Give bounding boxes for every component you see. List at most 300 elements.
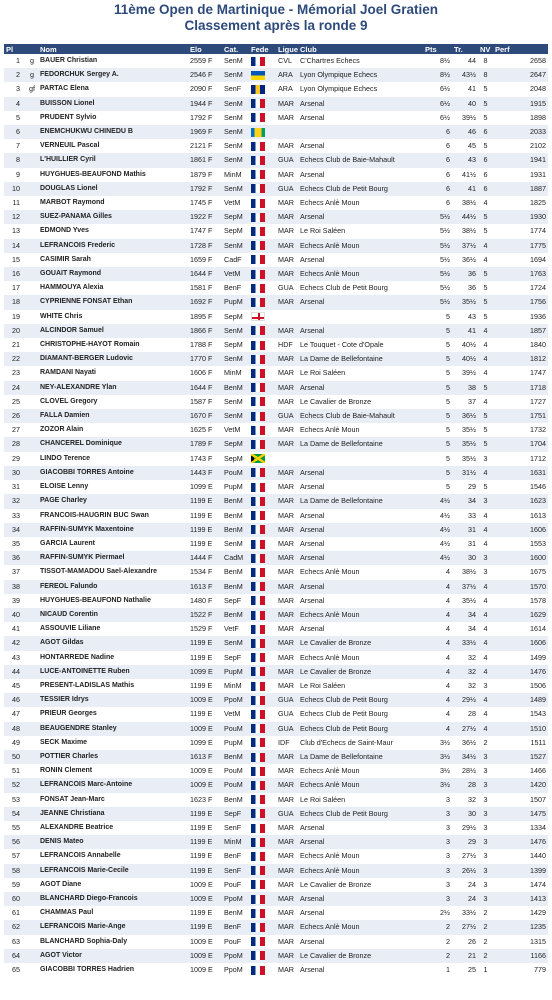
tiebreak-cell: 28½ (452, 764, 478, 778)
header-col-elo[interactable]: Elo (188, 44, 222, 54)
table-row[interactable] (4, 324, 548, 338)
flag-icon (251, 838, 265, 847)
wins-cell: 3 (478, 452, 493, 466)
league-cell: MAR (276, 494, 298, 508)
table-row[interactable] (4, 267, 548, 281)
table-row[interactable] (4, 366, 548, 380)
wins-cell: 3 (478, 764, 493, 778)
wins-cell: 5 (478, 423, 493, 437)
rank-cell: 28 (4, 437, 26, 451)
flag-icon (251, 753, 265, 762)
table-row[interactable] (4, 622, 548, 636)
performance-cell: 1614 (493, 622, 548, 636)
table-row[interactable] (4, 722, 548, 736)
title-cell (26, 551, 38, 565)
federation-cell (249, 651, 276, 665)
elo-cell: 1670 F (188, 409, 222, 423)
flag-icon (251, 895, 265, 904)
table-row[interactable] (4, 466, 548, 480)
club-cell: Echecs Anlè Moun (298, 778, 423, 792)
federation-cell (249, 281, 276, 295)
rank-cell: 25 (4, 395, 26, 409)
title-cell (26, 580, 38, 594)
table-row[interactable] (4, 707, 548, 721)
club-cell: Arsenal (298, 324, 423, 338)
table-row[interactable] (4, 864, 548, 878)
tiebreak-cell: 28 (452, 778, 478, 792)
table-row[interactable] (4, 423, 548, 437)
league-cell: MAR (276, 437, 298, 451)
league-cell: ARA (276, 68, 298, 82)
performance-cell: 1775 (493, 239, 548, 253)
federation-cell (249, 736, 276, 750)
elo-cell: 1199 E (188, 849, 222, 863)
tiebreak-cell: 26 (452, 935, 478, 949)
header-col-name[interactable]: Nom (38, 44, 188, 54)
player-name: PRUDENT Sylvio (38, 111, 188, 125)
category-cell: SepM (222, 210, 249, 224)
category-cell: PouM (222, 722, 249, 736)
league-cell: MAR (276, 267, 298, 281)
player-name: RAFFIN-SUMYK Maxentoine (38, 523, 188, 537)
wins-cell: 5 (478, 281, 493, 295)
header-col-pl[interactable]: Pl (4, 44, 26, 54)
flag-icon (251, 966, 265, 975)
table-row[interactable] (4, 892, 548, 906)
category-cell: SepM (222, 452, 249, 466)
club-cell: Echecs Anlè Moun (298, 267, 423, 281)
table-row[interactable] (4, 693, 548, 707)
table-row[interactable] (4, 68, 548, 82)
club-cell: Echecs Anlè Moun (298, 920, 423, 934)
table-row[interactable] (4, 437, 548, 451)
title-cell (26, 693, 38, 707)
title-cell (26, 807, 38, 821)
header-col-ligue[interactable]: Ligue (278, 44, 298, 54)
table-row[interactable] (4, 54, 548, 68)
rank-cell: 13 (4, 224, 26, 238)
player-name: HAMMOUYA Alexia (38, 281, 188, 295)
tiebreak-cell: 35½ (452, 452, 478, 466)
flag-icon (251, 781, 265, 790)
table-row[interactable] (4, 395, 548, 409)
club-cell: Echecs Club de Baie-Mahault (298, 153, 423, 167)
club-cell: Echecs Club de Petit Bourg (298, 693, 423, 707)
table-row[interactable] (4, 125, 548, 139)
tiebreak-cell: 38½ (452, 196, 478, 210)
federation-cell (249, 864, 276, 878)
wins-cell: 3 (478, 892, 493, 906)
rank-cell: 6 (4, 125, 26, 139)
rank-cell: 8 (4, 153, 26, 167)
wins-cell: 4 (478, 352, 493, 366)
club-cell (298, 310, 423, 324)
points-cell: 4 (423, 608, 452, 622)
table-row[interactable] (4, 480, 548, 494)
table-row[interactable] (4, 580, 548, 594)
league-cell: CVL (276, 54, 298, 68)
wins-cell: 3 (478, 849, 493, 863)
federation-cell (249, 935, 276, 949)
flag-icon (251, 625, 265, 634)
wins-cell: 5 (478, 480, 493, 494)
tiebreak-cell: 29 (452, 835, 478, 849)
table-row[interactable] (4, 551, 548, 565)
title-cell (26, 295, 38, 309)
league-cell: ARA (276, 82, 298, 96)
table-row[interactable] (4, 409, 548, 423)
federation-cell (249, 693, 276, 707)
wins-cell: 4 (478, 580, 493, 594)
performance-cell: 1543 (493, 707, 548, 721)
points-cell: 2½ (423, 906, 452, 920)
league-cell: MAR (276, 168, 298, 182)
rank-cell: 39 (4, 594, 26, 608)
category-cell: BenM (222, 906, 249, 920)
tiebreak-cell: 33½ (452, 636, 478, 650)
tiebreak-cell: 41½ (452, 168, 478, 182)
federation-cell (249, 338, 276, 352)
table-row[interactable] (4, 224, 548, 238)
points-cell: 5 (423, 437, 452, 451)
club-cell: Le Cavalier de Bronze (298, 395, 423, 409)
elo-cell: 1009 E (188, 764, 222, 778)
header-col-nv[interactable]: NV (478, 44, 493, 54)
performance-cell: 1727 (493, 395, 548, 409)
table-row[interactable] (4, 253, 548, 267)
performance-cell: 1712 (493, 452, 548, 466)
player-name: LEFRANCOIS Annabelle (38, 849, 188, 863)
rank-cell: 15 (4, 253, 26, 267)
category-cell: PouM (222, 778, 249, 792)
wins-cell: 6 (478, 182, 493, 196)
title-cell (26, 210, 38, 224)
title-cell (26, 153, 38, 167)
performance-cell: 2048 (493, 82, 548, 96)
tiebreak-cell: 25 (452, 963, 478, 977)
federation-cell (249, 267, 276, 281)
club-cell: Echecs Club de Petit Bourg (298, 722, 423, 736)
elo-cell: 1969 F (188, 125, 222, 139)
table-row[interactable] (4, 168, 548, 182)
club-cell: Arsenal (298, 580, 423, 594)
category-cell: SenF (222, 82, 249, 96)
federation-cell (249, 182, 276, 196)
rank-cell: 64 (4, 949, 26, 963)
table-row[interactable] (4, 310, 548, 324)
elo-cell: 1199 E (188, 864, 222, 878)
league-cell: MAR (276, 253, 298, 267)
table-row[interactable] (4, 239, 548, 253)
player-name: HONTARREDE Nadine (38, 651, 188, 665)
federation-cell (249, 963, 276, 977)
club-cell: Echecs Anlè Moun (298, 864, 423, 878)
title-cell (26, 778, 38, 792)
category-cell: PouF (222, 935, 249, 949)
player-name: BLANCHARD Sophia-Daly (38, 935, 188, 949)
wins-cell: 5 (478, 139, 493, 153)
performance-cell: 1570 (493, 580, 548, 594)
table-row[interactable] (4, 153, 548, 167)
rank-cell: 59 (4, 878, 26, 892)
rank-cell: 65 (4, 963, 26, 977)
wins-cell: 2 (478, 920, 493, 934)
table-row[interactable] (4, 196, 548, 210)
header-col-club[interactable]: Club (298, 44, 423, 54)
table-row[interactable] (4, 281, 548, 295)
federation-cell (249, 509, 276, 523)
table-row[interactable] (4, 963, 548, 977)
table-row[interactable] (4, 935, 548, 949)
tiebreak-cell: 37½ (452, 580, 478, 594)
table-row[interactable] (4, 750, 548, 764)
league-cell: GUA (276, 281, 298, 295)
flag-icon (251, 326, 265, 335)
player-name: HUYGHUES-BEAUFOND Nathalie (38, 594, 188, 608)
header-col-fede[interactable]: Fede (249, 44, 276, 54)
wins-cell: 2 (478, 949, 493, 963)
flag-icon (251, 369, 265, 378)
table-row[interactable] (4, 565, 548, 579)
points-cell: 3½ (423, 736, 452, 750)
table-row[interactable] (4, 352, 548, 366)
rank-cell: 60 (4, 892, 26, 906)
flag-icon (251, 397, 265, 406)
table-row[interactable] (4, 182, 548, 196)
title-cell (26, 665, 38, 679)
points-cell: 4 (423, 693, 452, 707)
league-cell: MAR (276, 196, 298, 210)
category-cell: PupM (222, 736, 249, 750)
table-row[interactable] (4, 594, 548, 608)
tiebreak-cell: 32 (452, 679, 478, 693)
table-row[interactable] (4, 537, 548, 551)
flag-icon (251, 454, 265, 463)
flag-icon (251, 611, 265, 620)
league-cell: MAR (276, 835, 298, 849)
table-body (4, 54, 548, 977)
flag-icon (251, 653, 265, 662)
category-cell: PouF (222, 878, 249, 892)
rank-cell: 54 (4, 807, 26, 821)
points-cell: 5½ (423, 267, 452, 281)
club-cell: Arsenal (298, 253, 423, 267)
player-name: POTTIER Charles (38, 750, 188, 764)
title-cell (26, 352, 38, 366)
table-row[interactable] (4, 139, 548, 153)
player-name: BAUER Christian (38, 54, 188, 68)
performance-cell: 1476 (493, 835, 548, 849)
flag-icon (251, 298, 265, 307)
category-cell: SenM (222, 111, 249, 125)
flag-icon (251, 767, 265, 776)
elo-cell: 1443 F (188, 466, 222, 480)
title-cell (26, 722, 38, 736)
table-row[interactable] (4, 452, 548, 466)
table-row[interactable] (4, 97, 548, 111)
league-cell: MAR (276, 565, 298, 579)
tiebreak-cell: 37½ (452, 239, 478, 253)
player-name: LINDO Terence (38, 452, 188, 466)
table-row[interactable] (4, 608, 548, 622)
table-row[interactable] (4, 523, 548, 537)
table-row[interactable] (4, 849, 548, 863)
flag-icon (251, 142, 265, 151)
table-row[interactable] (4, 494, 548, 508)
category-cell: PpoM (222, 949, 249, 963)
points-cell: 5 (423, 324, 452, 338)
points-cell: 4 (423, 622, 452, 636)
tiebreak-cell: 29½ (452, 693, 478, 707)
table-row[interactable] (4, 906, 548, 920)
player-name: LEFRANCOIS Frederic (38, 239, 188, 253)
player-name: CASIMIR Sarah (38, 253, 188, 267)
table-row[interactable] (4, 210, 548, 224)
points-cell: 5 (423, 338, 452, 352)
table-row[interactable] (4, 111, 548, 125)
table-row[interactable] (4, 509, 548, 523)
header-col-cat[interactable]: Cat. (222, 44, 249, 54)
elo-cell: 1199 E (188, 494, 222, 508)
club-cell: Arsenal (298, 551, 423, 565)
points-cell: 2 (423, 949, 452, 963)
points-cell: 5 (423, 409, 452, 423)
federation-cell (249, 437, 276, 451)
page-header (0, 0, 552, 44)
federation-cell (249, 523, 276, 537)
table-row[interactable] (4, 835, 548, 849)
tiebreak-cell: 35½ (452, 437, 478, 451)
category-cell: VetM (222, 267, 249, 281)
points-cell: 5 (423, 310, 452, 324)
rank-cell: 5 (4, 111, 26, 125)
table-row[interactable] (4, 651, 548, 665)
table-row[interactable] (4, 665, 548, 679)
league-cell: MAR (276, 849, 298, 863)
points-cell: 1 (423, 963, 452, 977)
tiebreak-cell: 27½ (452, 920, 478, 934)
club-cell: Arsenal (298, 622, 423, 636)
performance-cell: 779 (493, 963, 548, 977)
category-cell: SenM (222, 352, 249, 366)
league-cell: MAR (276, 622, 298, 636)
league-cell: MAR (276, 935, 298, 949)
league-cell: MAR (276, 764, 298, 778)
club-cell: Arsenal (298, 168, 423, 182)
table-row[interactable] (4, 381, 548, 395)
tiebreak-cell: 27½ (452, 722, 478, 736)
performance-cell: 1413 (493, 892, 548, 906)
flag-icon (251, 199, 265, 208)
performance-cell: 1941 (493, 153, 548, 167)
points-cell: 5 (423, 452, 452, 466)
federation-cell (249, 324, 276, 338)
header-col-perf[interactable]: Perf (493, 44, 548, 54)
flag-icon (251, 540, 265, 549)
club-cell: Echecs Club de Petit Bourg (298, 807, 423, 821)
federation-cell (249, 210, 276, 224)
club-cell: Arsenal (298, 139, 423, 153)
player-name: PAGE Charley (38, 494, 188, 508)
table-row[interactable] (4, 679, 548, 693)
table-row[interactable] (4, 82, 548, 96)
table-row[interactable] (4, 920, 548, 934)
elo-cell: 1199 E (188, 537, 222, 551)
rank-cell: 27 (4, 423, 26, 437)
header-col-title[interactable] (26, 44, 38, 54)
table-row[interactable] (4, 295, 548, 309)
federation-cell (249, 224, 276, 238)
club-cell: Arsenal (298, 295, 423, 309)
flag-icon (251, 951, 265, 960)
points-cell: 4 (423, 594, 452, 608)
elo-cell: 1199 E (188, 906, 222, 920)
header-col-pts[interactable]: Pts (423, 44, 452, 54)
league-cell: GUA (276, 707, 298, 721)
title-cell (26, 707, 38, 721)
tiebreak-cell: 41 (452, 324, 478, 338)
elo-cell: 1613 F (188, 580, 222, 594)
flag-icon (251, 113, 265, 122)
points-cell: 8½ (423, 68, 452, 82)
player-name: SECK Maxime (38, 736, 188, 750)
tiebreak-cell: 31½ (452, 466, 478, 480)
table-row[interactable] (4, 636, 548, 650)
table-row[interactable] (4, 807, 548, 821)
player-name: EDMOND Yves (38, 224, 188, 238)
rank-cell: 24 (4, 381, 26, 395)
flag-icon (251, 852, 265, 861)
table-row[interactable] (4, 764, 548, 778)
table-row[interactable] (4, 736, 548, 750)
club-cell (298, 452, 423, 466)
rank-cell: 40 (4, 608, 26, 622)
player-name: BUISSON Lionel (38, 97, 188, 111)
elo-cell: 1480 F (188, 594, 222, 608)
elo-cell: 1728 F (188, 239, 222, 253)
wins-cell: 5 (478, 82, 493, 96)
points-cell: 3 (423, 793, 452, 807)
elo-cell: 2546 F (188, 68, 222, 82)
table-row[interactable] (4, 821, 548, 835)
table-row[interactable] (4, 793, 548, 807)
player-name: VERNEUIL Pascal (38, 139, 188, 153)
player-name: ZOZOR Alain (38, 423, 188, 437)
points-cell: 3 (423, 821, 452, 835)
table-row[interactable] (4, 338, 548, 352)
table-row[interactable] (4, 778, 548, 792)
flag-icon (251, 738, 265, 747)
tiebreak-cell: 35½ (452, 594, 478, 608)
points-cell: 4 (423, 679, 452, 693)
rank-cell: 42 (4, 636, 26, 650)
performance-cell: 1840 (493, 338, 548, 352)
league-cell: MAR (276, 892, 298, 906)
table-row[interactable] (4, 878, 548, 892)
performance-cell: 1704 (493, 437, 548, 451)
category-cell: PouM (222, 466, 249, 480)
points-cell: 6 (423, 125, 452, 139)
tiebreak-cell: 35½ (452, 295, 478, 309)
header-col-tr[interactable]: Tr. (452, 44, 478, 54)
flag-icon (251, 824, 265, 833)
player-name: FEREOL Falundo (38, 580, 188, 594)
performance-cell: 1631 (493, 466, 548, 480)
club-cell: Arsenal (298, 381, 423, 395)
table-row[interactable] (4, 949, 548, 963)
category-cell: SenM (222, 636, 249, 650)
league-cell: MAR (276, 352, 298, 366)
